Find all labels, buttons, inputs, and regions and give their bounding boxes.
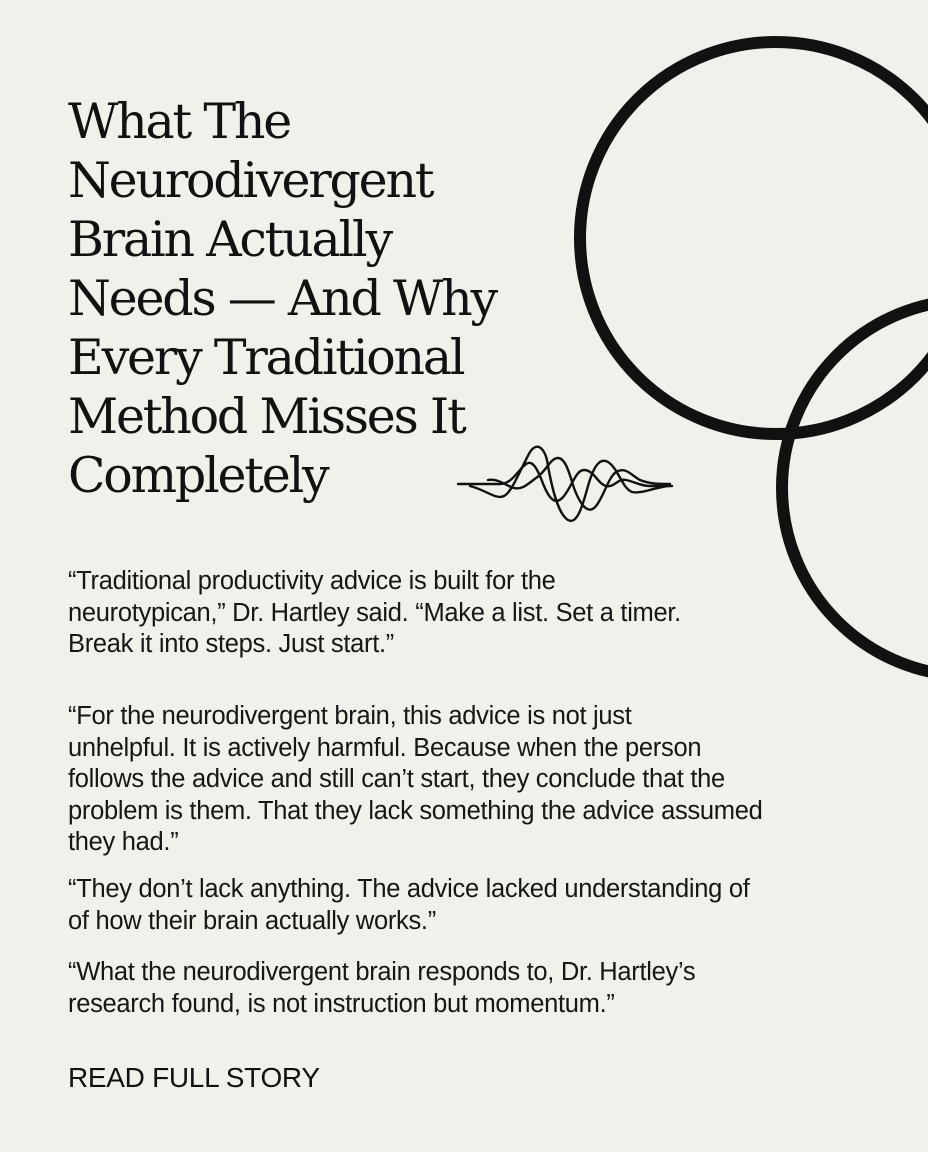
paragraph-line: research found, is not instruction but momentum.” — [68, 989, 615, 1018]
paragraph-line: Break it into steps. Just start.” — [68, 630, 394, 658]
paragraph-line: “Traditional productivity advice is built for the — [68, 567, 556, 595]
paragraph-line: “For the neurodivergent brain, this advice is not just — [68, 702, 632, 730]
paragraph-line: neurotypican,” Dr. Hartley said. “Make a list. Set a timer. — [68, 598, 681, 627]
headline-line: Every Traditional — [68, 329, 464, 386]
headline-line: Method Misses It — [68, 388, 465, 445]
paragraph-line: follows the advice and still can’t start, they conclude that the — [68, 765, 725, 793]
article-headline — [68, 92, 538, 505]
paragraph-line: they had.” — [68, 828, 179, 856]
headline-line: Neurodivergent — [68, 152, 433, 209]
paragraph-line: unhelpful. It is actively harmful. Because when the person — [68, 733, 702, 762]
headline-line: Completely — [68, 447, 328, 504]
read-full-story-link[interactable]: READ FULL STORY — [68, 1062, 320, 1093]
headline-line: Brain Actually — [68, 211, 391, 268]
paragraph-line: “What the neurodivergent brain responds to, Dr. Hartley’s — [68, 958, 696, 986]
paragraph-line: problem is them. That they lack something the advice assumed — [68, 796, 763, 825]
ring-large-icon — [580, 42, 928, 434]
quote-paragraph-2 — [68, 701, 868, 859]
quote-paragraph-4 — [68, 957, 868, 1020]
headline-line: What The — [68, 93, 291, 150]
quote-paragraph-3 — [68, 874, 868, 937]
paragraph-line: of how their brain actually works.” — [68, 906, 436, 935]
paragraph-line: “They don’t lack anything. The advice lacked understanding of — [68, 875, 750, 903]
quote-paragraph-1 — [68, 566, 868, 661]
headline-line: Needs — And Why — [68, 270, 497, 327]
